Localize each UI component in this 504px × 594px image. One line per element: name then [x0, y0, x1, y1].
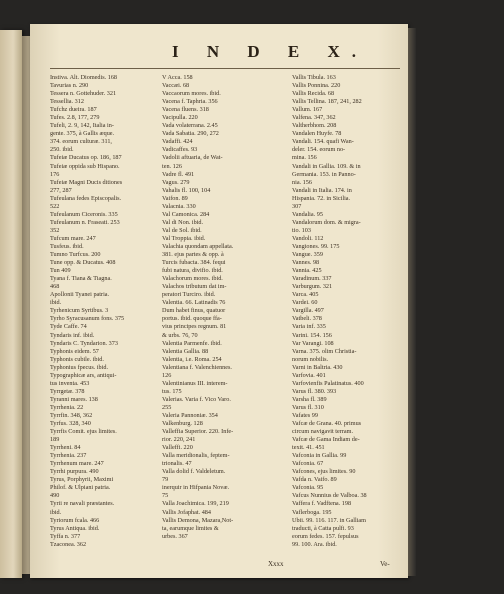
index-entry: nia. 156 [292, 178, 312, 186]
index-entry: Valleffi. 220 [162, 444, 193, 452]
index-entry: circum navigavit terram. [292, 428, 353, 436]
index-entry: 126 [162, 371, 172, 379]
index-entry: trionalis. 47 [162, 460, 192, 468]
index-entry: Tufeiæ oppida sub Hispano. [50, 162, 120, 170]
index-entry: Vagus. 279 [162, 178, 190, 186]
index-entry: Tyffa n. 377 [50, 532, 81, 540]
index-entry: Tyrfus. 328, 340 [50, 420, 91, 428]
index-entry: Vadre fl. 491 [162, 170, 195, 178]
index-entry: 374. eorum culturæ. 311, [50, 138, 112, 146]
index-entry: Tyrrfin. 348, 362 [50, 411, 93, 419]
index-entry: Philof. & Ulpiani patria. [50, 484, 111, 492]
index-entry: Tumno Turfcus. 200 [50, 251, 101, 259]
index-entry: Vaflerboga. 195 [292, 508, 332, 516]
index-entry: Tyranni mares. 138 [50, 395, 98, 403]
index-entry: V Acca. 158 [162, 74, 193, 81]
index-entry: Val Camonica. 284 [162, 210, 210, 218]
index-entry: Vandalia. 95 [292, 210, 323, 218]
index-entry: inerquir in Hifpania Novæ. [162, 484, 230, 492]
index-entry: Valentiana f. Valenchiennes. [162, 363, 232, 371]
index-entry: Vafcæ de Grana. 40. primus [292, 420, 362, 428]
index-entry: Tyana f. Tiana & Tiagna. [50, 275, 112, 283]
index-entry: eorum fedes. 157. fepulsus [292, 532, 359, 540]
index-entry: Tufeiæ Magni Ducis ditiones [50, 178, 123, 186]
index-entry: Tyde Caffe. 74 [50, 323, 87, 331]
index-entry: 99. 100. Ara. ibid. [292, 540, 337, 548]
index-entry: Tun 409 [50, 267, 71, 275]
index-entry: Tufeli, 2. 9, 142, Italia in- [50, 122, 114, 130]
index-entry: Tyrrheni. 84 [50, 444, 81, 452]
index-entry: tus. 175 [162, 387, 182, 395]
index-entry: Vangiones. 99. 175 [292, 242, 340, 250]
index-entry: Vadolii aftuaria, de Wat- [162, 154, 223, 162]
index-entry: Vaffera f. Vadftena. 198 [292, 500, 352, 508]
index-entry: Valleffia Superior. 220. Infe- [162, 428, 234, 436]
index-entry: Vandalen Huyfe. 78 [292, 130, 342, 138]
index-entry: Vafates 99 [292, 411, 318, 419]
index-entry: Tyrrgetæ. 378 [50, 387, 85, 395]
index-entry: Val Troppia. ibid. [162, 234, 206, 242]
index-entry: Ubii. 99. 116. 117. in Galliam [292, 516, 366, 524]
index-entry: Valeria Pannoniæ. 354 [162, 411, 218, 419]
index-entry: Tyrus, Porphyrii, Maximi [50, 476, 114, 484]
index-entry: Tyrhenicum Syrtibus. 3 [50, 307, 109, 315]
index-entry: Vaccaorum mores. ibid. [162, 90, 221, 98]
index-entry: Tyndaris C. Tyndarion. 373 [50, 339, 118, 347]
index-entry: Valla Joachimica. 199, 219 [162, 500, 229, 508]
page-edge-shadow [408, 28, 416, 576]
index-entry: Turcis fubacta. 384. fequi [162, 259, 226, 267]
index-entry: portus. ibid. quoque ffa- [162, 315, 222, 323]
signature-mark: Xxxx [268, 560, 284, 568]
index-entry: urbes. 367 [162, 532, 188, 540]
index-entry: Tyrrhenia. 22 [50, 403, 84, 411]
index-entry: Valtherbhom. 208 [292, 122, 337, 130]
index-entry: Vaifon. 89 [162, 194, 188, 202]
index-entry: ibid. [50, 508, 62, 516]
index-entry: Vadicaffes. 93 [162, 146, 198, 154]
index-entry: 468 [50, 283, 60, 291]
index-entry: Vafconia. 67 [292, 460, 324, 468]
index-entry: Vardei. 60 [292, 299, 318, 307]
index-entry: Vangue. 359 [292, 251, 323, 259]
index-entry: Apollonii Tyanei patria. [50, 291, 110, 299]
index-entry: Vannes. 98 [292, 259, 320, 267]
index-entry: Vafcæ de Gama Indiam de- [292, 436, 360, 444]
index-entry: texit. 41. 451 [292, 444, 325, 452]
index-entry: 75 [162, 492, 169, 500]
index-entry: Val di Non. ibid. [162, 218, 204, 226]
index-entry: Vallis Ponnina. 220 [292, 82, 341, 90]
index-entry: Val de Sol. ibid. [162, 226, 202, 234]
index-entry: Hispania. 72. in Sicilia. [292, 194, 351, 202]
index-entry: Typhonis cubile. ibid. [50, 355, 104, 363]
index-entry: Instiva. Alt. Diomedis. 168 [50, 74, 118, 81]
index-entry: Vallis Jofaphat. 484 [162, 508, 211, 516]
index-entry: 79 [162, 476, 169, 484]
index-entry: Var Varangi. 108 [292, 339, 334, 347]
index-entry: Tyrrhenum mare. 247 [50, 460, 104, 468]
index-entry: Tyndaris inf. ibid. [50, 331, 95, 339]
index-entry: Vallis Recida. 68 [292, 90, 335, 98]
index-entry: Valacnia. 330 [162, 202, 196, 210]
index-entry: 250. ibid. [50, 146, 74, 154]
index-entry: Tavurias n. 290 [50, 82, 89, 90]
index-entry: Valla meridionalis, feptem- [162, 452, 230, 460]
index-entry: Vandali in Gallia. 109. & in [292, 162, 361, 170]
index-entry: Typhonis eidem. 57 [50, 347, 99, 355]
index-entry: Valentia Gallia. 88 [162, 347, 209, 355]
index-entry: 522 [50, 202, 60, 210]
index-entry: Tessellia. 312 [50, 98, 84, 106]
index-entry: Vandalorum dom. & migra- [292, 218, 361, 226]
index-entry: Dum habet finus, quatuor [162, 307, 226, 315]
index-entry: Valentinianus III. interem- [162, 379, 228, 387]
index-entry: Tusfeus. ibid. [50, 242, 84, 250]
index-entry: deler. 154. eorum no- [292, 146, 346, 154]
index-entry: Varni in Baltria. 430 [292, 363, 343, 371]
index-entry: Tune opp. & Ducatus. 408 [50, 259, 116, 267]
index-entry: 490 [50, 492, 60, 500]
index-entry: 255 [162, 403, 172, 411]
index-entry: Vallis Tellina. 187, 241, 282 [292, 98, 362, 106]
index-entry: 381. ejus partes & opp. à [162, 251, 224, 259]
index-entry: Vandali in Italia. 174. in [292, 186, 352, 194]
index-entry: mina. 156 [292, 154, 317, 162]
index-entry: Varia inf. 335 [292, 323, 326, 331]
index-entry: Typographicæ ars, antiqui- [50, 371, 117, 379]
index-entry: Tyrrhi purpura. 490 [50, 468, 99, 476]
index-entry: Vafconia. 95 [292, 484, 324, 492]
index-entry: Valachos tributum dat im- [162, 283, 227, 291]
index-entry: Valentia Parmenfe. ibid. [162, 339, 222, 347]
index-column-1 [50, 74, 160, 549]
index-entry: Vallis Demona, Mazara,Not- [162, 516, 234, 524]
index-entry: Valfena. 347, 362 [292, 114, 336, 122]
index-entry: Valla dolid f. Valdeletum. [162, 468, 226, 476]
index-entry: 307 [292, 202, 302, 210]
index-entry: Vada Sabatia. 290, 272 [162, 130, 219, 138]
index-entry: Varus fl. 310 [292, 403, 324, 411]
index-entry: Vaccæi. 68 [162, 82, 190, 90]
index-entry: 277, 287 [50, 186, 72, 194]
index-entry: Germania. 153. in Panno- [292, 170, 356, 178]
index-entry: norum nobilis. [292, 355, 329, 363]
index-entry: Tufcum mare. 247 [50, 234, 96, 242]
index-entry: Vannia. 425 [292, 267, 322, 275]
index-entry: 189 [50, 436, 60, 444]
index-entry: Varus fl. 380. 393 [292, 387, 337, 395]
index-entry: Valentia, i.e. Roma. 254 [162, 355, 222, 363]
index-entry: Tufes. 2.8, 177, 279 [50, 114, 100, 122]
index-entry: Tufeulanum n. Fraseati. 253 [50, 218, 120, 226]
index-entry: Valentia. 66. Latinadis 76 [162, 299, 226, 307]
index-entry: Valerias. Varia f. Vico Varo. [162, 395, 231, 403]
index-entry: gente. 375, à Gallis æque. [50, 130, 115, 138]
left-page-edge [0, 30, 22, 578]
index-title: I N D E X. [172, 42, 369, 61]
index-entry: Typhonius fpecus. ibid. [50, 363, 108, 371]
index-entry: Vandoli. 112 [292, 234, 324, 242]
index-entry: Tufeiæ Ducatus op. 186, 187 [50, 154, 122, 162]
index-entry: Tufeulana fedes Episcopalis. [50, 194, 122, 202]
index-entry: Tyrii re navali præstantes. [50, 500, 115, 508]
index-entry: Vallis Tibula. 163 [292, 74, 336, 81]
index-entry: Valachia quondam appellata. [162, 242, 234, 250]
index-entry: Vafconia in Gallia. 99 [292, 452, 347, 460]
catchword: Ve- [380, 560, 390, 568]
index-entry: Valachorum mores. ibid. [162, 275, 223, 283]
index-entry: Vafda n. Vaifo. 89 [292, 476, 337, 484]
index-entry: tio. 103 [292, 226, 311, 234]
index-entry: & urbs. 76, 70 [162, 331, 198, 339]
index-entry: traducti, à Catta pulfi. 93 [292, 524, 354, 532]
page-header [34, 44, 412, 64]
index-entry: Tzaconea. 362 [50, 540, 87, 548]
index-entry: ta, earumque limites & [162, 524, 219, 532]
index-entry: Varburgum. 321 [292, 283, 333, 291]
index-entry: Varfovia. 401 [292, 371, 326, 379]
index-entry: Varna. 375. olim Christia- [292, 347, 357, 355]
index-entry: Tyriorum fcala. 466 [50, 516, 100, 524]
index-entry: 352 [50, 226, 60, 234]
index-entry: Vatbeli. 378 [292, 315, 322, 323]
index-entry: tus inventa. 453 [50, 379, 90, 387]
index-entry: ten. 126 [162, 162, 182, 170]
index-column-2 [162, 74, 282, 541]
index-entry: Vadaffi. 424 [162, 138, 193, 146]
index-entry: Tyrus Antiqua. ibid. [50, 524, 100, 532]
index-entry: 176 [50, 170, 60, 178]
index-entry: Vafcones, ejus limites. 90 [292, 468, 356, 476]
index-entry: vius principes regnum. 81 [162, 323, 227, 331]
index-entry: Vacena f. Taphria. 356 [162, 98, 218, 106]
index-entry: ibid. [50, 299, 62, 307]
index-entry: Tyrho Syracusanum fons. 375 [50, 315, 125, 323]
index-entry: Varadinum. 337 [292, 275, 332, 283]
index-entry: Vafcus Nunnius de Valboa. 38 [292, 492, 367, 500]
index-entry: Vahalis fl. 100, 104 [162, 186, 211, 194]
index-entry: Vacipulla. 220 [162, 114, 198, 122]
header-rule [50, 68, 400, 69]
index-entry: Vada volaterrana. 2.45 [162, 122, 218, 130]
index-entry: Vacena fluens. 318 [162, 106, 209, 114]
index-entry: Vandali. 154. quafi Wan- [292, 138, 354, 146]
index-entry: Varca. 405 [292, 291, 319, 299]
index-entry: Tufeulanum Ciceronis. 335 [50, 210, 118, 218]
index-entry: Varfovienfis Palatinatus. 400 [292, 379, 364, 387]
index-column-3 [292, 74, 407, 549]
index-entry: rior. 220, 241 [162, 436, 196, 444]
index-entry: Varsha fl. 389 [292, 395, 327, 403]
index-entry: Varini. 154. 156 [292, 331, 332, 339]
index-entry: Vargilla. 497 [292, 307, 324, 315]
index-entry: fubi natura, divifio. ibid. [162, 267, 223, 275]
index-entry: Tufchz dueira. 187 [50, 106, 97, 114]
index-entry: peratori Turciro. ibid. [162, 291, 216, 299]
index-entry: Valkenburg. 128 [162, 420, 203, 428]
index-entry: Vallum. 167 [292, 106, 323, 114]
index-entry: Tyrrfis Comit. ejus limites. [50, 428, 117, 436]
index-entry: Tessera n. Gottehuder. 321 [50, 90, 117, 98]
index-entry: Tyrrhenia. 237 [50, 452, 87, 460]
